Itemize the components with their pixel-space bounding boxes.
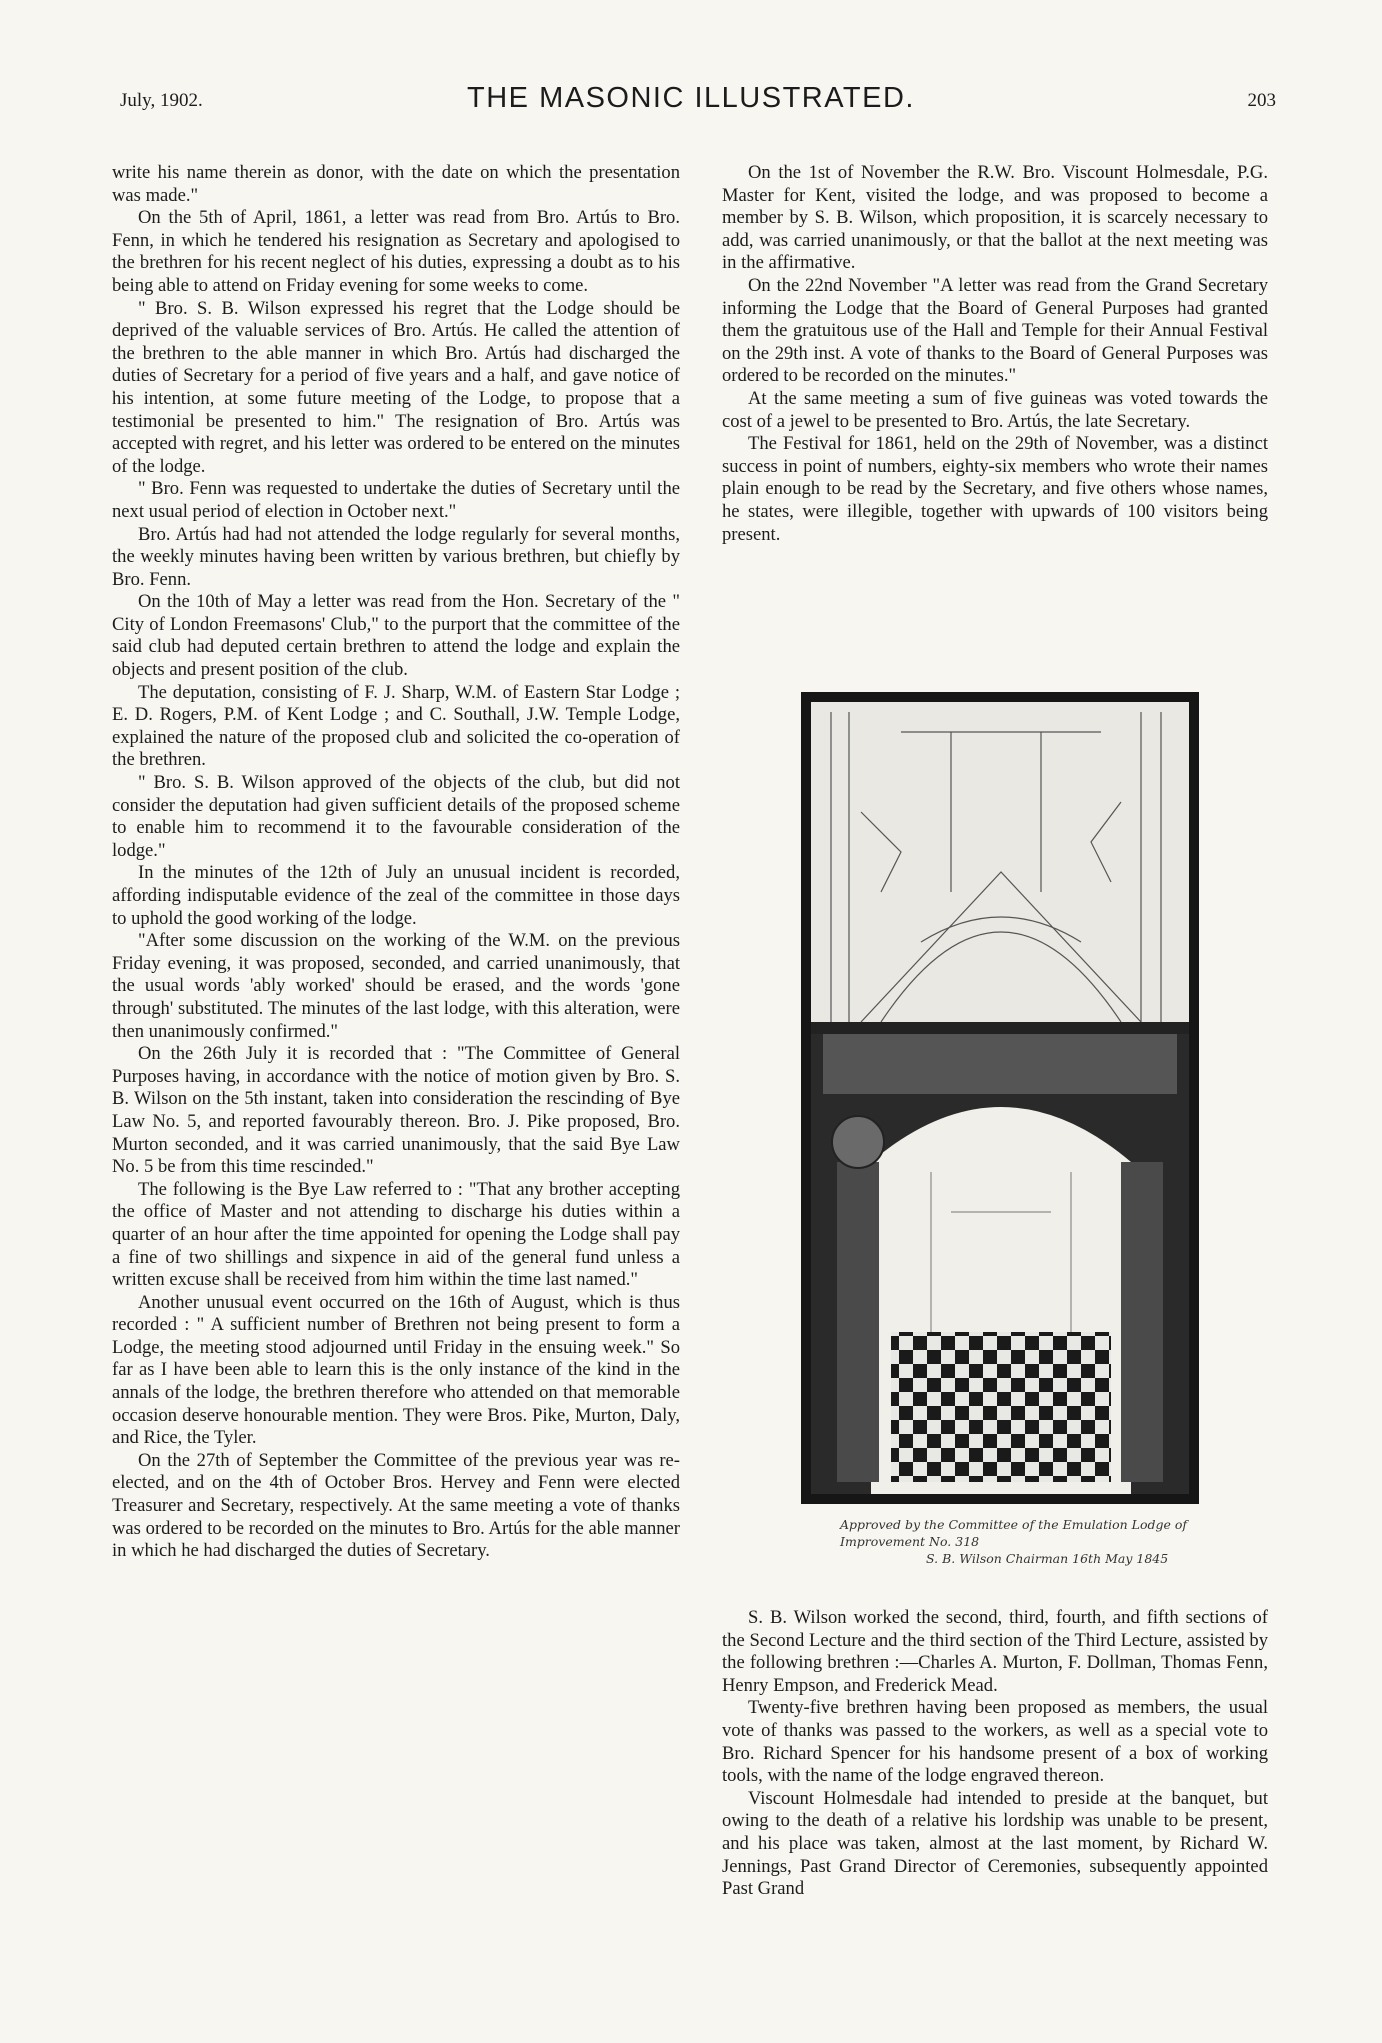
issue-date: July, 1902.: [120, 90, 203, 111]
paragraph: Twenty-five brethren having been proposed as members, the usual vote of thanks was passed to the workers, as well as a special vote to Bro. Richard Spencer for his handsome present of a box of working tools, with the name of the lodge engraved thereon.: [722, 1697, 1268, 1787]
paragraph: On the 27th of September the Committee of the previous year was re-elected, and on the 4th of October Bros. Hervey and Fenn were elected Treasurer and Secretary, respectively. At the same meeting a vote of thanks was ordered to be recorded on the minutes to Bro. Artús for the able manner in which he had discharged the duties of Secretary.: [112, 1449, 680, 1562]
left-column: [112, 162, 680, 1563]
paragraph: Viscount Holmesdale had intended to preside at the banquet, but owing to the death of a relative his lordship was unable to be present, and his place was taken, almost at the last moment, by Richard W. Jennings, Past Grand Director of Ceremonies, subsequently appointed Past Grand: [722, 1787, 1268, 1900]
paragraph: write his name therein as donor, with the date on which the presentation was made.": [112, 162, 680, 206]
paragraph: At the same meeting a sum of five guineas was voted towards the cost of a jewel to be presented to Bro. Artús, the late Secretary.: [722, 387, 1268, 432]
paragraph: On the 26th July it is recorded that : "The Committee of General Purposes having, in accordance with the notice of motion given by Bro. S. B. Wilson on the 5th instant, taken into consideration the rescinding of Bye Law No. 5, and reported favourably thereon. Bro. J. Pike proposed, Bro. Murton seconded, and it was carried unanimously, that the said Bye Law No. 5 be from this time rescinded.": [112, 1043, 680, 1178]
right-column-top: [722, 162, 1268, 546]
paragraph: In the minutes of the 12th of July an unusual incident is recorded, affording indisputable evidence of the zeal of the committee in those days to uphold the good working of the lodge.: [112, 862, 680, 929]
paragraph: The following is the Bye Law referred to : "That any brother accepting the office of Master and not attending to discharge his duties within a quarter of an hour after the time appointed for opening the Lodge shall pay a fine of two shillings and sixpence in aid of the general fund unless a written excuse shall be received from him within the time last named.": [112, 1178, 680, 1291]
caption-line-1: Approved by the Committee of the Emulation Lodge of Improvement No. 318: [840, 1517, 1188, 1549]
page-header: [0, 82, 1382, 122]
paragraph: Another unusual event occurred on the 16th of August, which is thus recorded : " A sufficient number of Brethren not being present to form a Lodge, the meeting stood adjourned until Friday in the ensuing week." So far as I have been able to learn this is the only instance of the kind in the annals of the lodge, the brethren therefore who attended on that memorable occasion deserve honourable mention. They were Bros. Pike, Murton, Daly, and Rice, the Tyler.: [112, 1291, 680, 1449]
paragraph: The Festival for 1861, held on the 29th of November, was a distinct success in point of numbers, eighty-six members who wrote their names plain enough to be read by the Secretary, and five others whose names, he states, were illegible, together with upwards of 100 visitors being present.: [722, 433, 1268, 545]
paragraph: " Bro. Fenn was requested to undertake the duties of Secretary until the next usual period of election in October next.": [112, 478, 680, 522]
paragraph: Bro. Artús had had not attended the lodge regularly for several months, the weekly minutes having been written by various brethren, but chiefly by Bro. Fenn.: [112, 523, 680, 590]
paragraph: The deputation, consisting of F. J. Sharp, W.M. of Eastern Star Lodge ; E. D. Rogers, P.M. of Kent Lodge ; and C. Southall, J.W. Temple Lodge, explained the nature of the proposed club and solicited the co-operation of the brethren.: [112, 681, 680, 771]
paragraph: On the 10th of May a letter was read from the Hon. Secretary of the " City of London Freemasons' Club," to the purport that the committee of the said club had deputed certain brethren to attend the lodge and explain the objects and present position of the club.: [112, 591, 680, 681]
tracing-board-illustration: [801, 692, 1199, 1504]
illustration-caption: [840, 1516, 1260, 1567]
paragraph: "After some discussion on the working of the W.M. on the previous Friday evening, it was proposed, seconded, and carried unanimously, that the usual words 'ably worked' should be erased, and the words 'gone through' substituted. The minutes of the last lodge, with this alteration, were then unanimously confirmed.": [112, 930, 680, 1042]
page-number: 203: [1247, 90, 1276, 111]
paragraph: " Bro. S. B. Wilson approved of the objects of the club, but did not consider the deputation had given sufficient details of the proposed scheme to enable him to recommend it to the favourable consideration of the lodge.": [112, 772, 680, 861]
paragraph: S. B. Wilson worked the second, third, fourth, and fifth sections of the Second Lecture and the third section of the Third Lecture, assisted by the following brethren :—Charles A. Murton, F. Dollman, Thomas Fenn, Henry Empson, and Frederick Mead.: [722, 1607, 1268, 1696]
paragraph: On the 5th of April, 1861, a letter was read from Bro. Artús to Bro. Fenn, in which he tendered his resignation as Secretary and apologised to the brethren for his recent neglect of his duties, expressing a doubt as to his being able to attend on Friday evening for some weeks to come.: [112, 207, 680, 296]
paragraph: On the 1st of November the R.W. Bro. Viscount Holmesdale, P.G. Master for Kent, visited the lodge, and was proposed to become a member by S. B. Wilson, which proposition, it is scarcely necessary to add, was carried unanimously, or that the ballot at the next meeting was in the affirmative.: [722, 162, 1268, 274]
caption-line-2: S. B. Wilson Chairman 16th May 1845: [926, 1551, 1169, 1566]
journal-title: THE MASONIC ILLUSTRATED.: [467, 82, 915, 114]
paragraph: On the 22nd November "A letter was read from the Grand Secretary informing the Lodge that the Board of General Purposes had granted them the gratuitous use of the Hall and Temple for their Annual Festival on the 29th inst. A vote of thanks to the Board of General Purposes was ordered to be recorded on the minutes.": [722, 274, 1268, 387]
right-column-bottom: [722, 1607, 1268, 1901]
paragraph: " Bro. S. B. Wilson expressed his regret that the Lodge should be deprived of the valuable services of Bro. Artús. He called the attention of the brethren to the able manner in which Bro. Artús had discharged the duties of Secretary for a period of five years and a half, and gave notice of his intention, at some future meeting of the Lodge, to propose that a testimonial be presented to him." The resignation of Bro. Artús was accepted with regret, and his letter was ordered to be entered on the minutes of the lodge.: [112, 297, 680, 477]
tracing-board-drawing: [801, 692, 1199, 1504]
